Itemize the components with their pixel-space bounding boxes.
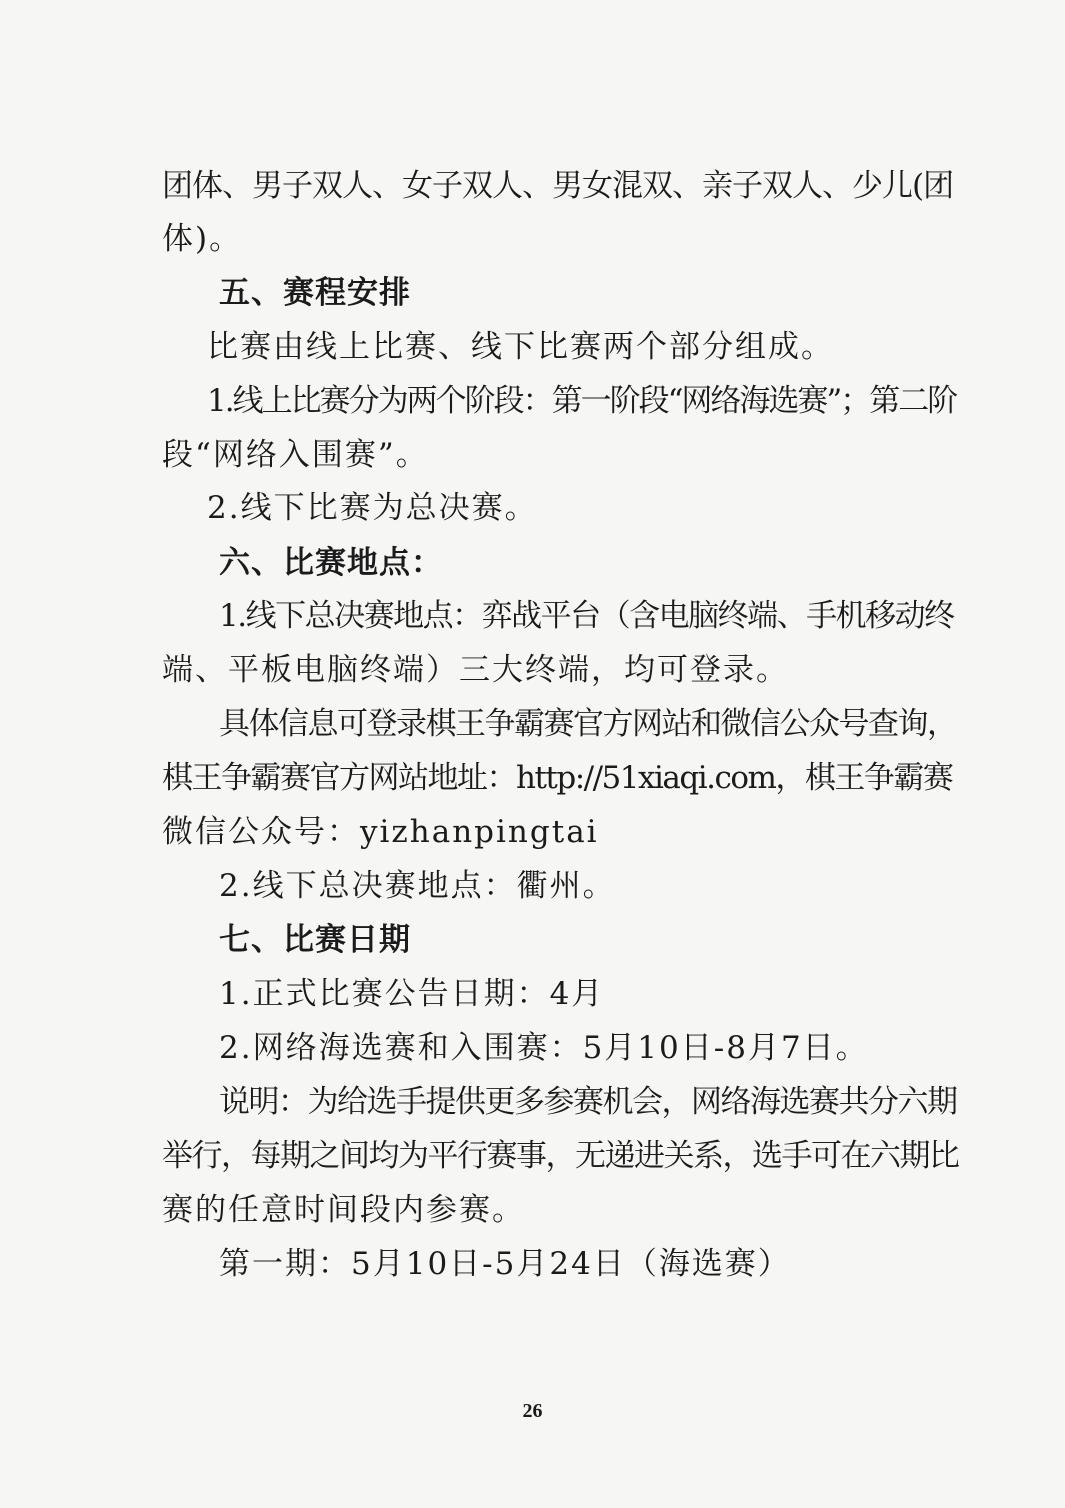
text-line-16: 举行，每期之间均为平行赛事，无递进关系，选手可在六期比	[162, 1138, 959, 1174]
section-heading-7: 七、比赛日期	[219, 922, 411, 958]
text-line-17: 赛的任意时间段内参赛。	[162, 1192, 525, 1228]
section-heading-5: 五、赛程安排	[219, 275, 411, 311]
text-line-6: 2.线下比赛为总决赛。	[207, 490, 538, 526]
text-line-5: 段“网络入围赛”。	[162, 437, 429, 473]
text-line-13: 1.正式比赛公告日期：4月	[219, 976, 605, 1012]
text-line-10: 棋王争霸赛官方网站地址：http://51xiaqi.com，棋王争霸赛	[162, 760, 953, 796]
text-line-15: 说明：为给选手提供更多参赛机会，网络海选赛共分六期	[219, 1084, 957, 1120]
text-line-9: 具体信息可登录棋王争霸赛官方网站和微信公众号查询，	[219, 706, 957, 742]
section-heading-6: 六、比赛地点：	[219, 545, 443, 581]
text-line-7: 1.线下总决赛地点：弈战平台（含电脑终端、手机移动终	[219, 598, 954, 634]
text-line-4: 1.线上比赛分为两个阶段：第一阶段“网络海选赛”；第二阶	[207, 383, 957, 419]
text-line-1: 团体、男子双人、女子双人、男女混双、亲子双人、少儿(团	[162, 168, 954, 204]
page-number: 26	[522, 1400, 543, 1422]
text-line-11: 微信公众号：yizhanpingtai	[162, 814, 599, 850]
text-line-18: 第一期：5月10日-5月24日（海选赛）	[219, 1246, 791, 1282]
text-line-14: 2.网络海选赛和入围赛：5月10日-8月7日。	[219, 1030, 869, 1066]
text-line-2: 体)。	[162, 221, 243, 257]
text-line-8: 端、平板电脑终端）三大终端，均可登录。	[162, 652, 789, 688]
text-line-3: 比赛由线上比赛、线下比赛两个部分组成。	[207, 329, 834, 365]
text-line-12: 2.线下总决赛地点：衢州。	[219, 868, 616, 904]
